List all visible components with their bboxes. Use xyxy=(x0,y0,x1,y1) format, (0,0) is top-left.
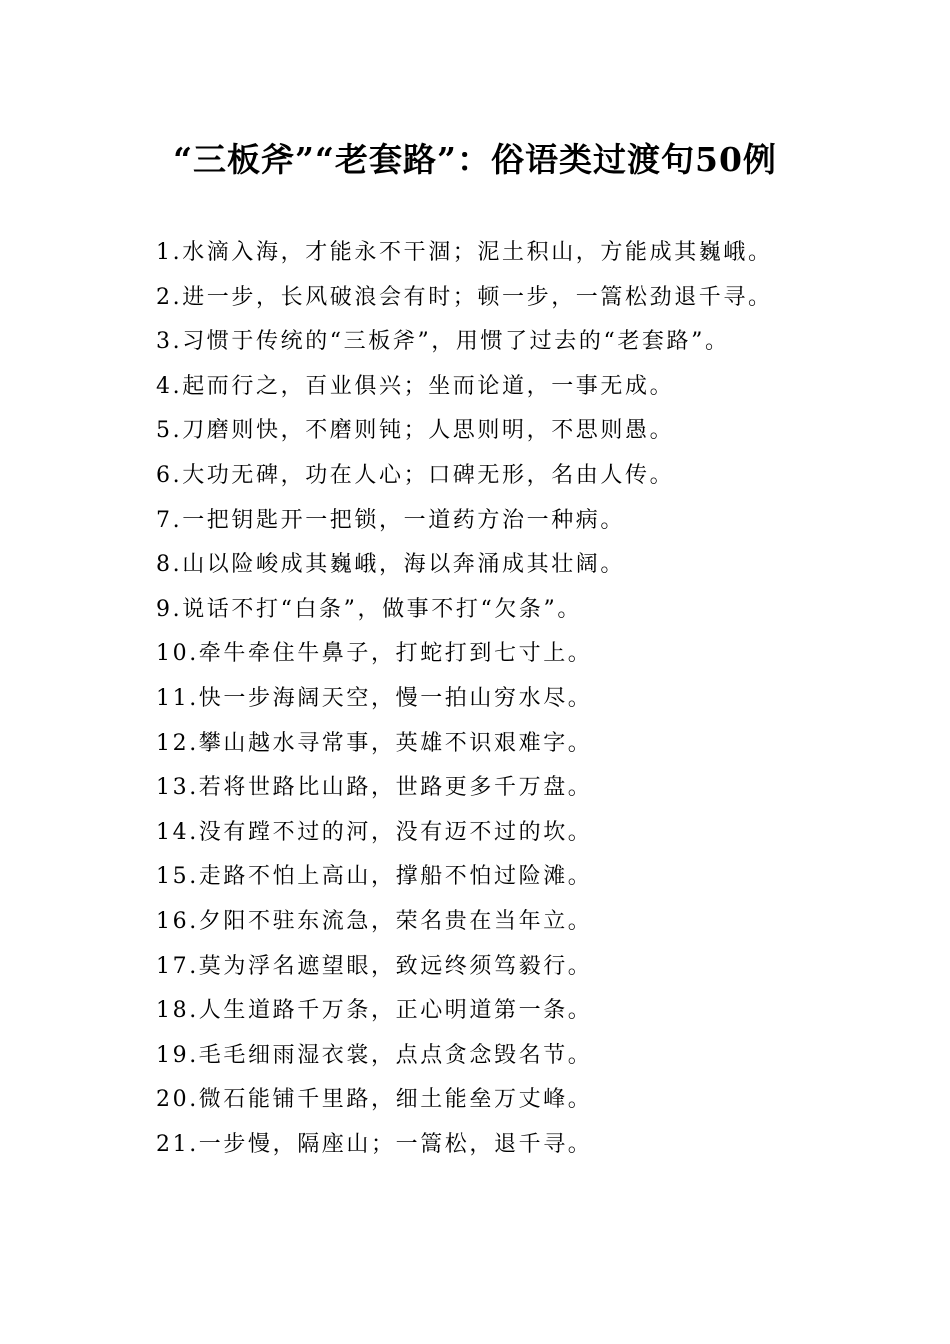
list-item: 3.习惯于传统的“三板斧”，用惯了过去的“老套路”。 xyxy=(156,329,730,355)
list-item: 12.攀山越水寻常事，英雄不识艰难字。 xyxy=(156,730,593,756)
list-item: 7.一把钥匙开一把锁，一道药方治一种病。 xyxy=(156,507,625,533)
list-item: 15.走路不怕上高山，撑船不怕过险滩。 xyxy=(156,864,593,890)
list-item: 19.毛毛细雨湿衣裳，点点贪念毁名节。 xyxy=(156,1042,593,1068)
list-item: 13.若将世路比山路，世路更多千万盘。 xyxy=(156,775,593,801)
list-item: 8.山以险峻成其巍峨，海以奔涌成其壮阔。 xyxy=(156,552,625,578)
list-item: 5.刀磨则快，不磨则钝；人思则明，不思则愚。 xyxy=(156,418,675,444)
list-item: 9.说话不打“白条”，做事不打“欠条”。 xyxy=(156,596,582,622)
page-title: “三板斧”“老套路”：俗语类过渡句50例 xyxy=(173,140,777,179)
list-item: 2.进一步，长风破浪会有时；顿一步，一篙松劲退千寻。 xyxy=(156,284,773,310)
list-item: 21.一步慢，隔座山；一篙松，退千寻。 xyxy=(156,1131,593,1157)
list-item: 11.快一步海阔天空，慢一拍山穷水尽。 xyxy=(156,685,593,711)
list-item: 20.微石能铺千里路，细土能垒万丈峰。 xyxy=(156,1087,593,1113)
sentence-list xyxy=(156,233,876,1169)
list-item: 14.没有蹚不过的河，没有迈不过的坎。 xyxy=(156,819,593,845)
list-item: 1.水滴入海，才能永不干涸；泥土积山，方能成其巍峨。 xyxy=(156,240,773,265)
list-item: 4.起而行之，百业俱兴；坐而论道，一事无成。 xyxy=(156,373,675,399)
list-item: 16.夕阳不驻东流急，荣名贵在当年立。 xyxy=(156,908,593,934)
list-item: 6.大功无碑，功在人心；口碑无形，名由人传。 xyxy=(156,462,675,488)
list-item: 17.莫为浮名遮望眼，致远终须笃毅行。 xyxy=(156,953,593,979)
list-item: 10.牵牛牵住牛鼻子，打蛇打到七寸上。 xyxy=(156,641,593,667)
list-item: 18.人生道路千万条，正心明道第一条。 xyxy=(156,998,593,1024)
